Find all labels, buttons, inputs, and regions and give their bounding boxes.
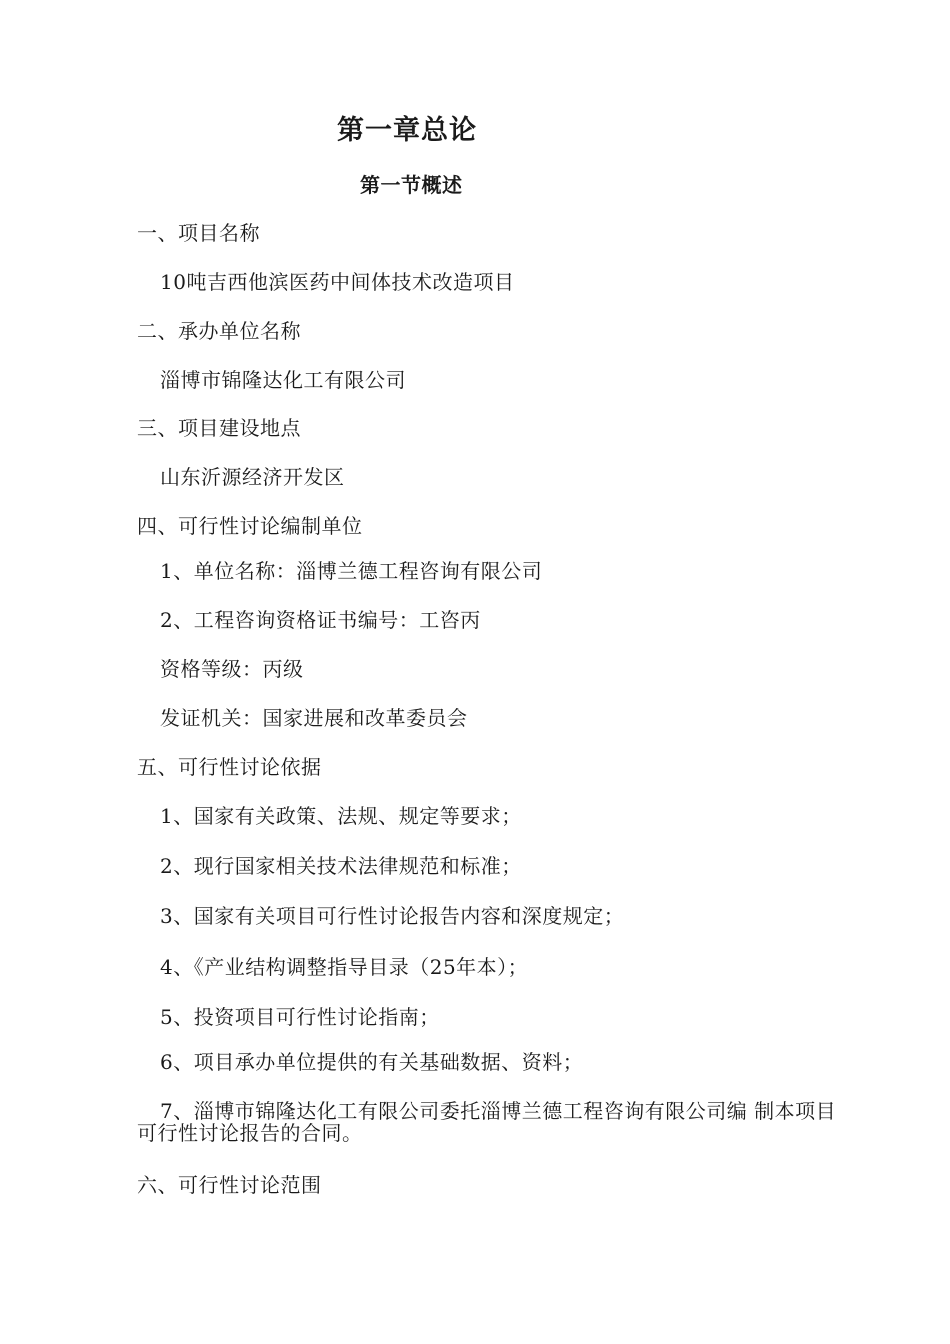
basis-item-1: 1、国家有关政策、法规、规定等要求； xyxy=(160,804,522,828)
basis-item-5: 5、投资项目可行性讨论指南； xyxy=(160,1005,440,1029)
compiling-unit-certificate: 2、工程咨询资格证书编号：工咨丙 xyxy=(160,608,481,632)
compiling-unit-grade: 资格等级：丙级 xyxy=(160,657,304,681)
compiling-unit-issuer: 发证机关：国家进展和改革委员会 xyxy=(160,706,468,730)
organizer-name-value: 淄博市锦隆达化工有限公司 xyxy=(160,368,406,392)
basis-item-7: 7、淄博市锦隆达化工有限公司委托淄博兰德工程咨询有限公司编 制本项目可行性讨论报告的合同。 xyxy=(137,1099,837,1145)
heading-compiling-unit: 四、可行性讨论编制单位 xyxy=(137,514,363,538)
compiling-unit-name: 1、单位名称：淄博兰德工程咨询有限公司 xyxy=(160,559,543,583)
heading-project-name: 一、项目名称 xyxy=(137,221,260,245)
project-name-value: 10吨吉西他滨医药中间体技术改造项目 xyxy=(160,270,515,294)
basis-item-6: 6、项目承办单位提供的有关基础数据、资料； xyxy=(160,1050,584,1074)
heading-project-location: 三、项目建设地点 xyxy=(137,416,301,440)
basis-item-4: 4、《产业结构调整指导目录（25年本）； xyxy=(160,955,529,979)
project-location-value: 山东沂源经济开发区 xyxy=(160,465,345,489)
heading-scope: 六、可行性讨论范围 xyxy=(137,1173,322,1197)
heading-basis: 五、可行性讨论依据 xyxy=(137,755,322,779)
heading-organizer-name: 二、承办单位名称 xyxy=(137,319,301,343)
basis-item-3: 3、国家有关项目可行性讨论报告内容和深度规定； xyxy=(160,904,625,928)
section-title: 第一节概述 xyxy=(360,173,463,197)
basis-item-2: 2、现行国家相关技术法律规范和标准； xyxy=(160,854,522,878)
chapter-title: 第一章总论 xyxy=(337,115,477,146)
